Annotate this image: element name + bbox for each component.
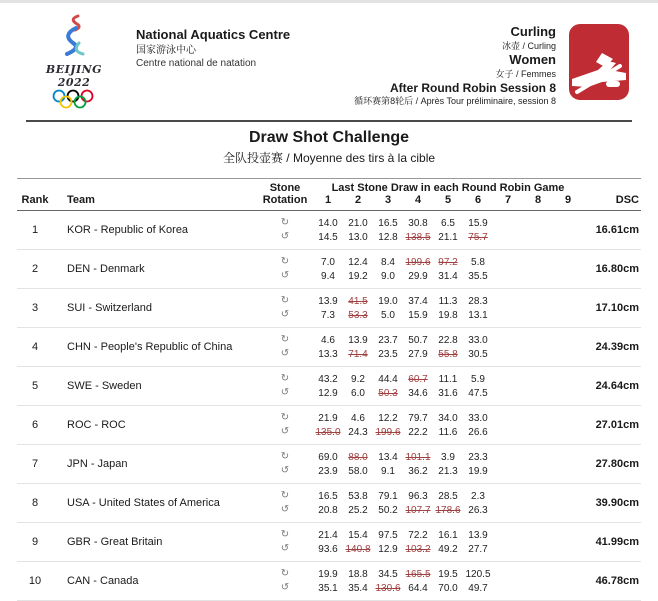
dsc-value: 24.64cm: [595, 380, 639, 392]
team-name: CHN - People's Republic of China: [67, 341, 233, 353]
event-phase: After Round Robin Session 8: [389, 80, 556, 95]
clockwise-values-line: [257, 216, 583, 230]
team-name: GBR - Great Britain: [67, 536, 163, 548]
counterclockwise-rotation-icon: ↺: [280, 465, 290, 476]
counterclockwise-values-line: [257, 425, 583, 439]
dsc-value: 46.78cm: [595, 575, 639, 587]
game-value: 31.4: [438, 270, 458, 282]
clockwise-rotation-icon: ↻: [280, 295, 290, 306]
counterclockwise-rotation-icon: ↺: [280, 543, 290, 554]
game-value: 18.8: [348, 568, 368, 580]
game-value: 58.0: [348, 465, 368, 477]
game-value: 6.0: [351, 387, 365, 399]
dsc-value: 16.61cm: [595, 224, 639, 236]
dsc-value: 24.39cm: [595, 341, 639, 353]
beijing-wordmark: BEIJING 2022: [45, 63, 103, 89]
game-value: 12.4: [348, 256, 368, 268]
game-value: 72.2: [408, 529, 428, 541]
col-header-game-8: 8: [534, 194, 542, 206]
game-value: 60.7: [408, 373, 428, 385]
game-value: 6.5: [441, 217, 455, 229]
clockwise-values-line: [257, 489, 583, 503]
venue-name-zh: 国家游泳中心: [136, 45, 196, 57]
game-value: 22.8: [438, 334, 458, 346]
game-value: 35.4: [348, 582, 368, 594]
col-header-stone: Stone: [269, 182, 301, 194]
table-row: [17, 367, 641, 406]
game-value: 5.0: [381, 309, 395, 321]
team-name: KOR - Republic of Korea: [67, 224, 189, 236]
game-value: 22.2: [408, 426, 428, 438]
game-value: 88.0: [348, 451, 368, 463]
game-value: 47.5: [468, 387, 488, 399]
clockwise-rotation-icon: ↻: [280, 568, 290, 579]
game-value: 178.6: [435, 504, 461, 516]
game-value: 21.1: [438, 231, 458, 243]
clockwise-values-line: [257, 333, 583, 347]
game-value: 13.4: [378, 451, 398, 463]
col-header-team: Team: [67, 194, 95, 206]
game-value: 34.5: [378, 568, 398, 580]
rank-value: 4: [31, 341, 39, 353]
col-header-rotation: Rotation: [262, 194, 308, 206]
game-value: 19.9: [318, 568, 338, 580]
table-row: [17, 406, 641, 445]
game-value: 23.3: [468, 451, 488, 463]
event-gender-sub: 女子 / Femmes: [495, 69, 556, 80]
game-value: 50.2: [378, 504, 398, 516]
counterclockwise-values-line: [257, 386, 583, 400]
game-value: 53.8: [348, 490, 368, 502]
team-name: CAN - Canada: [67, 575, 139, 587]
dsc-value: 16.80cm: [595, 263, 639, 275]
game-value: 53.3: [348, 309, 368, 321]
clockwise-values-line: [257, 372, 583, 386]
game-value: 50.3: [378, 387, 398, 399]
game-value: 97.2: [438, 256, 458, 268]
game-value: 11.1: [438, 373, 458, 385]
game-value: 23.5: [378, 348, 398, 360]
game-value: 33.0: [468, 334, 488, 346]
rank-value: 3: [31, 302, 39, 314]
game-value: 79.7: [408, 412, 428, 424]
game-value: 19.2: [348, 270, 368, 282]
game-value: 9.1: [381, 465, 395, 477]
counterclockwise-values-line: [257, 347, 583, 361]
beijing-2022-logo: [28, 13, 120, 116]
game-value: 49.7: [468, 582, 488, 594]
rank-value: 1: [31, 224, 39, 236]
counterclockwise-values-line: [257, 230, 583, 244]
event-block: [354, 13, 556, 109]
beijing-emblem-icon: [52, 13, 96, 57]
curling-pictogram-icon: [568, 23, 630, 106]
table-row: [17, 562, 641, 601]
game-value: 16.5: [318, 490, 338, 502]
game-value: 21.9: [318, 412, 338, 424]
game-value: 19.0: [378, 295, 398, 307]
page-header: [0, 3, 658, 116]
game-value: 55.8: [438, 348, 458, 360]
game-value: 97.5: [378, 529, 398, 541]
olympic-rings-icon: [45, 89, 103, 111]
col-header-game-3: 3: [384, 194, 392, 206]
dsc-value: 27.01cm: [595, 419, 639, 431]
event-gender: Women: [509, 52, 556, 68]
game-value: 93.6: [318, 543, 338, 555]
game-value: 37.4: [408, 295, 428, 307]
table-row: [17, 523, 641, 562]
game-value: 24.3: [348, 426, 368, 438]
clockwise-values-line: [257, 294, 583, 308]
game-value: 69.0: [318, 451, 338, 463]
game-value: 12.9: [318, 387, 338, 399]
counterclockwise-values-line: [257, 581, 583, 595]
game-value: 13.0: [348, 231, 368, 243]
results-table: [17, 178, 641, 601]
counterclockwise-rotation-icon: ↺: [280, 231, 290, 242]
dsc-value: 27.80cm: [595, 458, 639, 470]
clockwise-values-line: [257, 528, 583, 542]
game-value: 70.0: [438, 582, 458, 594]
game-value: 21.0: [348, 217, 368, 229]
game-value: 30.8: [408, 217, 428, 229]
col-header-rank: Rank: [21, 194, 49, 206]
table-body: [17, 211, 641, 601]
counterclockwise-values-line: [257, 542, 583, 556]
team-name: JPN - Japan: [67, 458, 128, 470]
game-value: 120.5: [465, 568, 491, 580]
dsc-value: 39.90cm: [595, 497, 639, 509]
game-value: 29.9: [408, 270, 428, 282]
game-value: 34.6: [408, 387, 428, 399]
counterclockwise-values-line: [257, 269, 583, 283]
event-sport: Curling: [510, 24, 556, 39]
game-value: 199.6: [375, 426, 401, 438]
rank-value: 7: [31, 458, 39, 470]
game-value: 26.6: [468, 426, 488, 438]
game-value: 16.1: [438, 529, 458, 541]
game-value: 41.5: [348, 295, 368, 307]
clockwise-rotation-icon: ↻: [280, 334, 290, 345]
game-value: 13.9: [468, 529, 488, 541]
game-value: 138.5: [405, 231, 431, 243]
counterclockwise-rotation-icon: ↺: [280, 387, 290, 398]
game-value: 2.3: [471, 490, 485, 502]
counterclockwise-rotation-icon: ↺: [280, 348, 290, 359]
game-value: 165.5: [405, 568, 431, 580]
col-header-game-9: 9: [564, 194, 572, 206]
page-title: Draw Shot Challenge: [248, 129, 410, 146]
game-value: 8.4: [381, 256, 395, 268]
game-value: 7.3: [321, 309, 335, 321]
game-value: 7.0: [321, 256, 335, 268]
game-value: 33.0: [468, 412, 488, 424]
game-value: 30.5: [468, 348, 488, 360]
game-value: 14.0: [318, 217, 338, 229]
col-header-game-5: 5: [444, 194, 452, 206]
counterclockwise-values-line: [257, 308, 583, 322]
clockwise-rotation-icon: ↻: [280, 256, 290, 267]
team-name: USA - United States of America: [67, 497, 220, 509]
game-value: 19.9: [468, 465, 488, 477]
rank-value: 10: [28, 575, 42, 587]
game-value: 44.4: [378, 373, 398, 385]
game-value: 36.2: [408, 465, 428, 477]
clockwise-rotation-icon: ↻: [280, 529, 290, 540]
clockwise-values-line: [257, 567, 583, 581]
game-value: 4.6: [321, 334, 335, 346]
team-name: DEN - Denmark: [67, 263, 145, 275]
game-value: 135.0: [315, 426, 341, 438]
game-value: 11.6: [438, 426, 458, 438]
game-value: 9.4: [321, 270, 335, 282]
counterclockwise-values-line: [257, 503, 583, 517]
counterclockwise-rotation-icon: ↺: [280, 504, 290, 515]
game-value: 27.7: [468, 543, 488, 555]
game-value: 12.2: [378, 412, 398, 424]
game-value: 5.8: [471, 256, 485, 268]
rank-value: 5: [31, 380, 39, 392]
game-value: 64.4: [408, 582, 428, 594]
game-value: 101.1: [405, 451, 431, 463]
game-value: 34.0: [438, 412, 458, 424]
event-sport-sub: 冰壶 / Curling: [501, 40, 556, 51]
game-value: 3.9: [441, 451, 455, 463]
col-header-game-6: 6: [474, 194, 482, 206]
counterclockwise-rotation-icon: ↺: [280, 426, 290, 437]
counterclockwise-rotation-icon: ↺: [280, 270, 290, 281]
game-value: 140.8: [345, 543, 371, 555]
clockwise-rotation-icon: ↻: [280, 490, 290, 501]
col-header-game-2: 2: [354, 194, 362, 206]
counterclockwise-values-line: [257, 464, 583, 478]
table-row: [17, 445, 641, 484]
game-value: 13.9: [348, 334, 368, 346]
game-value: 26.3: [468, 504, 488, 516]
game-value: 28.5: [438, 490, 458, 502]
game-value: 15.9: [408, 309, 428, 321]
game-value: 23.9: [318, 465, 338, 477]
team-name: SWE - Sweden: [67, 380, 142, 392]
table-row: [17, 289, 641, 328]
game-value: 12.8: [378, 231, 398, 243]
game-value: 19.5: [438, 568, 458, 580]
col-header-game-1: 1: [324, 194, 332, 206]
game-value: 107.7: [405, 504, 431, 516]
rank-value: 8: [31, 497, 39, 509]
venue-name-fr: Centre national de natation: [136, 57, 257, 69]
game-value: 199.6: [405, 256, 431, 268]
game-value: 43.2: [318, 373, 338, 385]
game-value: 103.2: [405, 543, 431, 555]
table-row: [17, 250, 641, 289]
game-value: 16.5: [378, 217, 398, 229]
game-value: 5.9: [471, 373, 485, 385]
clockwise-rotation-icon: ↻: [280, 412, 290, 423]
game-value: 31.6: [438, 387, 458, 399]
clockwise-rotation-icon: ↻: [280, 451, 290, 462]
game-value: 75.7: [468, 231, 488, 243]
counterclockwise-rotation-icon: ↺: [280, 582, 290, 593]
clockwise-rotation-icon: ↻: [280, 217, 290, 228]
game-value: 35.5: [468, 270, 488, 282]
game-value: 15.4: [348, 529, 368, 541]
team-name: SUI - Switzerland: [67, 302, 152, 314]
game-value: 13.1: [468, 309, 488, 321]
rank-value: 6: [31, 419, 39, 431]
clockwise-values-line: [257, 411, 583, 425]
game-value: 9.0: [381, 270, 395, 282]
table-row: [17, 211, 641, 250]
game-value: 71.4: [348, 348, 368, 360]
event-phase-sub: 循环赛第8轮后 / Après Tour préliminaire, session 8: [354, 96, 556, 107]
venue-name: National Aquatics Centre: [136, 27, 291, 42]
col-header-dsc: DSC: [615, 194, 639, 206]
venue-block: [136, 13, 290, 70]
table-row: [17, 328, 641, 367]
game-value: 14.5: [318, 231, 338, 243]
game-value: 25.2: [348, 504, 368, 516]
game-value: 79.1: [378, 490, 398, 502]
title-block: [0, 122, 658, 172]
game-value: 12.9: [378, 543, 398, 555]
rank-value: 9: [31, 536, 39, 548]
game-value: 28.3: [468, 295, 488, 307]
game-value: 23.7: [378, 334, 398, 346]
game-value: 96.3: [408, 490, 428, 502]
clockwise-values-line: [257, 450, 583, 464]
game-value: 4.6: [351, 412, 365, 424]
team-name: ROC - ROC: [67, 419, 126, 431]
game-value: 21.4: [318, 529, 338, 541]
game-value: 15.9: [468, 217, 488, 229]
game-value: 49.2: [438, 543, 458, 555]
counterclockwise-rotation-icon: ↺: [280, 309, 290, 320]
page-title-sub: 全队投壶赛 / Moyenne des tirs à la cible: [222, 151, 436, 165]
clockwise-rotation-icon: ↻: [280, 373, 290, 384]
game-value: 9.2: [351, 373, 365, 385]
game-value: 130.6: [375, 582, 401, 594]
game-value: 19.8: [438, 309, 458, 321]
rank-value: 2: [31, 263, 39, 275]
game-value: 11.3: [438, 295, 458, 307]
game-value: 13.3: [318, 348, 338, 360]
col-header-game-4: 4: [414, 194, 422, 206]
dsc-value: 17.10cm: [595, 302, 639, 314]
dsc-value: 41.99cm: [595, 536, 639, 548]
game-value: 27.9: [408, 348, 428, 360]
col-header-game-7: 7: [504, 194, 512, 206]
game-value: 21.3: [438, 465, 458, 477]
clockwise-values-line: [257, 255, 583, 269]
game-value: 13.9: [318, 295, 338, 307]
game-value: 50.7: [408, 334, 428, 346]
col-header-games-group: Last Stone Draw in each Round Robin Game: [331, 182, 565, 194]
game-value: 20.8: [318, 504, 338, 516]
table-row: [17, 484, 641, 523]
table-header: [17, 178, 641, 211]
game-value: 35.1: [318, 582, 338, 594]
